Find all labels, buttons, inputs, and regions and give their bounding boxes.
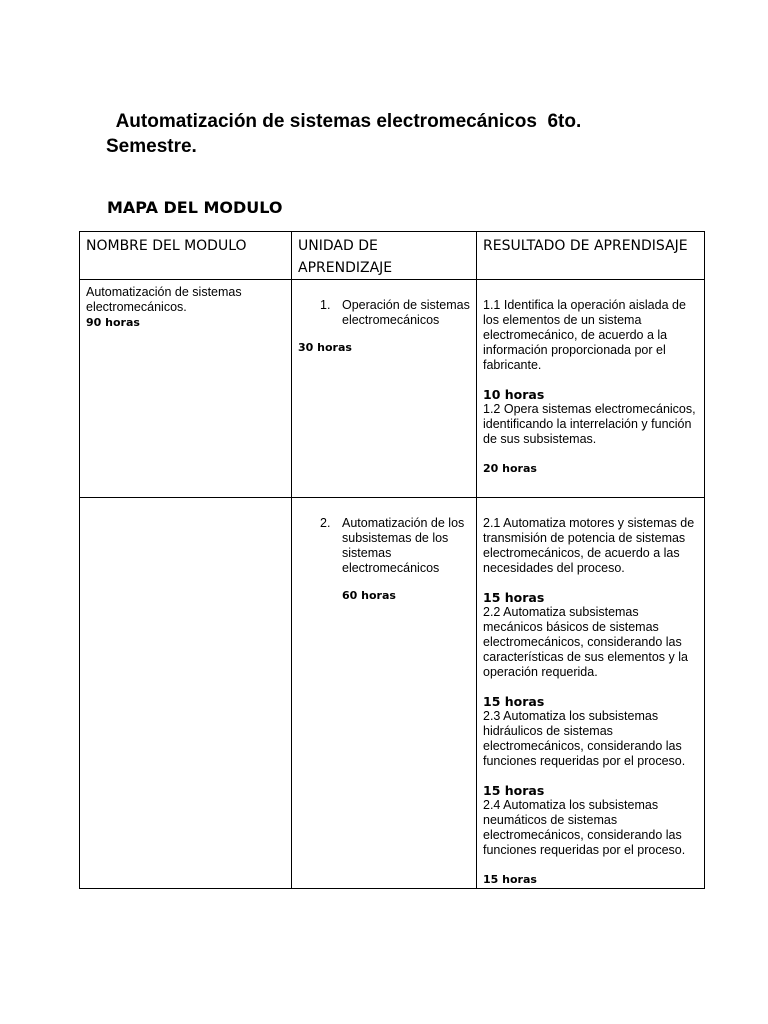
result-hours: 15 horas xyxy=(483,873,537,886)
result-text: 2.3 Automatiza los subsistemas hidráulicos de sistemas electromecánicos, considerando las funciones requeridas por el proceso. xyxy=(483,709,686,768)
result-hours: 20 horas xyxy=(483,462,537,475)
result-text: 2.4 Automatiza los subsistemas neumáticos de sistemas electromecánicos, considerando las funciones requeridas por el proceso. xyxy=(483,798,686,857)
unit-hours: 30 horas xyxy=(298,341,352,354)
result-hours: 15 horas xyxy=(483,783,545,798)
unit-cell xyxy=(292,280,477,498)
table-header-row xyxy=(80,232,705,280)
table-row xyxy=(80,280,705,498)
unit-number: 2. xyxy=(320,516,331,530)
section-heading: MAPA DEL MODULO xyxy=(107,198,283,217)
module-cell-empty xyxy=(80,498,292,889)
module-cell xyxy=(80,280,292,498)
result-text: 2.2 Automatiza subsistemas mecánicos básicos de sistemas electromecánicos, considerando las características de sus elementos y la operación requerida. xyxy=(483,605,688,679)
result-hours: 10 horas xyxy=(483,387,545,402)
unit-number: 1. xyxy=(320,298,331,312)
unit-cell xyxy=(292,498,477,889)
unit-name: Operación de sistemas electromecánicos xyxy=(342,298,470,327)
module-hours: 90 horas xyxy=(86,316,140,329)
unit-item xyxy=(320,298,476,328)
header-learning-result: RESULTADO DE APRENDISAJE xyxy=(477,232,705,280)
table-row xyxy=(80,498,705,889)
header-module-name: NOMBRE DEL MODULO xyxy=(80,232,292,280)
unit-item xyxy=(320,516,476,576)
results-cell xyxy=(477,280,705,498)
header-learning-unit: UNIDAD DE APRENDIZAJE xyxy=(292,232,477,280)
result-hours: 15 horas xyxy=(483,590,545,605)
result-text: 1.1 Identifica la operación aislada de los elementos de un sistema electromecánico, de acuerdo a la información proporcionada por el fabricante. xyxy=(483,298,686,372)
document-title-line-2: Semestre. xyxy=(106,136,197,157)
unit-hours: 60 horas xyxy=(342,589,396,602)
result-text: 2.1 Automatiza motores y sistemas de transmisión de potencia de sistemas electromecánicos, de acuerdo a las necesidades del proceso. xyxy=(483,516,695,575)
result-hours: 15 horas xyxy=(483,694,545,709)
module-map-table xyxy=(79,231,705,889)
document-title xyxy=(106,109,726,159)
results-cell xyxy=(477,498,705,889)
module-name: Automatización de sistemas electromecánicos. xyxy=(86,285,242,314)
unit-name: Automatización de los subsistemas de los sistemas electromecánicos xyxy=(342,516,465,575)
result-text: 1.2 Opera sistemas electromecánicos, identificando la interrelación y función de sus subsistemas. xyxy=(483,402,696,446)
document-title-line-1: Automatización de sistemas electromecánicos 6to. xyxy=(111,111,582,132)
